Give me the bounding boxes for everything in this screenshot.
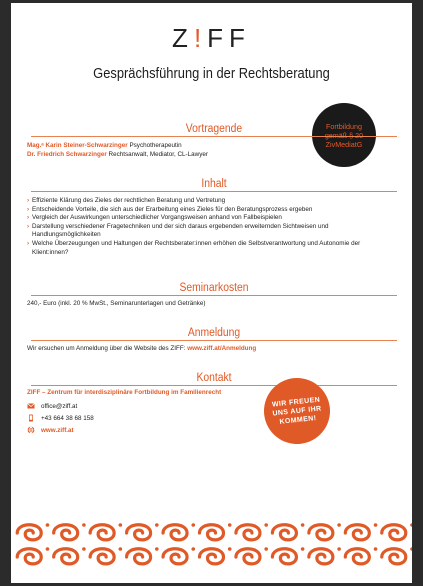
logo-mark: ! <box>193 23 208 53</box>
ornament-motif <box>345 547 377 564</box>
ornament-motif <box>90 523 122 540</box>
ornament-motif <box>309 523 341 540</box>
speaker-list <box>27 139 399 159</box>
cost-text: 240,- Euro (inkl. 20 % MwSt., Seminarunterlagen und Getränke) <box>27 300 206 307</box>
section-kontakt-heading: Kontakt <box>196 372 232 384</box>
ornament-motif <box>17 547 49 564</box>
content-item: › Welche Überzeugungen und Haltungen der Rechtsberater:innen erhöhen die Selbstverantwortung und Autonomie der Klient:innen? <box>27 240 383 257</box>
speaker-name: Mag.ᵃ Karin Steiner-Schwarzinger <box>27 142 128 149</box>
fortbildung-badge-line-1: Fortbildung <box>326 121 362 131</box>
registration-text <box>27 345 399 354</box>
ornament-motif <box>272 523 304 540</box>
ornament-motif <box>236 547 268 564</box>
logo-left: Z <box>172 23 194 53</box>
section-kontakt <box>31 370 397 386</box>
contact-web-row[interactable] <box>27 426 74 434</box>
content-item: › Vergleich der Auswirkungen unterschiedlicher Vorgangsweisen anhand von Fallbeispielen <box>27 214 383 223</box>
contact-phone: +43 664 38 68 158 <box>41 414 94 422</box>
ornament-motif <box>272 547 304 564</box>
welcome-badge-line-1: WIR FREUEN <box>271 396 321 409</box>
speaker-role: Rechtsanwalt, Mediator, CL-Lawyer <box>108 150 208 158</box>
section-inhalt <box>31 176 397 192</box>
ornament-motif <box>54 523 86 540</box>
logo-right: FF <box>207 23 251 53</box>
content-item: › Effiziente Klärung des Zieles der rechtlichen Beratung und Vertretung <box>27 197 383 206</box>
contact-email-row[interactable] <box>27 402 77 410</box>
ornament-motif <box>127 547 159 564</box>
section-anmeldung-heading: Anmeldung <box>187 327 241 339</box>
globe-icon <box>27 426 35 434</box>
content-item: › Entscheidende Vorteile, die sich aus der Erarbeitung eines Zieles für den Beratungsprozess ergeben <box>27 206 383 215</box>
ornament-motif <box>236 523 268 540</box>
speaker-role: Psychotherapeutin <box>129 142 182 149</box>
ornament-motif <box>200 523 232 540</box>
ornament-motif <box>382 523 412 540</box>
ornament-motif <box>54 547 86 564</box>
decorative-pattern <box>11 521 412 571</box>
ornament-motif <box>200 547 232 564</box>
speaker-item <box>27 151 399 160</box>
speaker-item <box>27 139 399 151</box>
section-inhalt-heading: Inhalt <box>201 178 227 190</box>
registration-link[interactable]: www.ziff.at/Anmeldung <box>187 345 257 352</box>
fortbildung-badge-line-3: ZivMediatG <box>325 139 363 149</box>
ornament-motif <box>382 547 412 564</box>
phone-icon <box>27 414 35 422</box>
ornament-motif <box>163 547 195 564</box>
mail-icon <box>27 402 35 410</box>
content-list <box>27 197 383 257</box>
section-vortragende-heading: Vortragende <box>185 123 243 135</box>
ornament-motif <box>127 523 159 540</box>
section-seminarkosten <box>31 280 397 296</box>
organization-name: ZIFF – Zentrum für interdisziplinäre Fortbildung im Familienrecht <box>27 389 222 396</box>
welcome-badge-line-3: KOMMEN! <box>279 414 317 426</box>
fortbildung-badge-line-2: gemäß § 20 <box>324 130 364 140</box>
section-anmeldung <box>31 325 397 341</box>
ornament-motif <box>163 523 195 540</box>
ornament-motif <box>345 523 377 540</box>
speaker-name: Dr. Friedrich Schwarzinger <box>27 150 107 158</box>
ornament-motif <box>17 523 49 540</box>
contact-phone-row[interactable] <box>27 414 94 422</box>
ornament-motif <box>309 547 341 564</box>
flyer-page <box>11 3 412 583</box>
section-seminarkosten-heading: Seminarkosten <box>179 282 249 294</box>
welcome-badge-line-2: UNS AUF IHR <box>272 404 322 418</box>
contact-website: www.ziff.at <box>41 426 74 434</box>
ziff-logo <box>11 23 412 54</box>
page-title: Gesprächsführung in der Rechtsberatung <box>93 65 330 82</box>
contact-email: office@ziff.at <box>41 402 78 410</box>
ornament-motif <box>90 547 122 564</box>
content-item: › Darstellung verschiedener Fragetechniken und der sich daraus ergebenden erweiternden Sichtweisen und Handlungsmöglichkeiten <box>27 223 383 240</box>
registration-sentence: Wir ersuchen um Anmeldung über die Website des ZIFF: <box>27 345 186 352</box>
section-vortragende <box>31 121 397 137</box>
